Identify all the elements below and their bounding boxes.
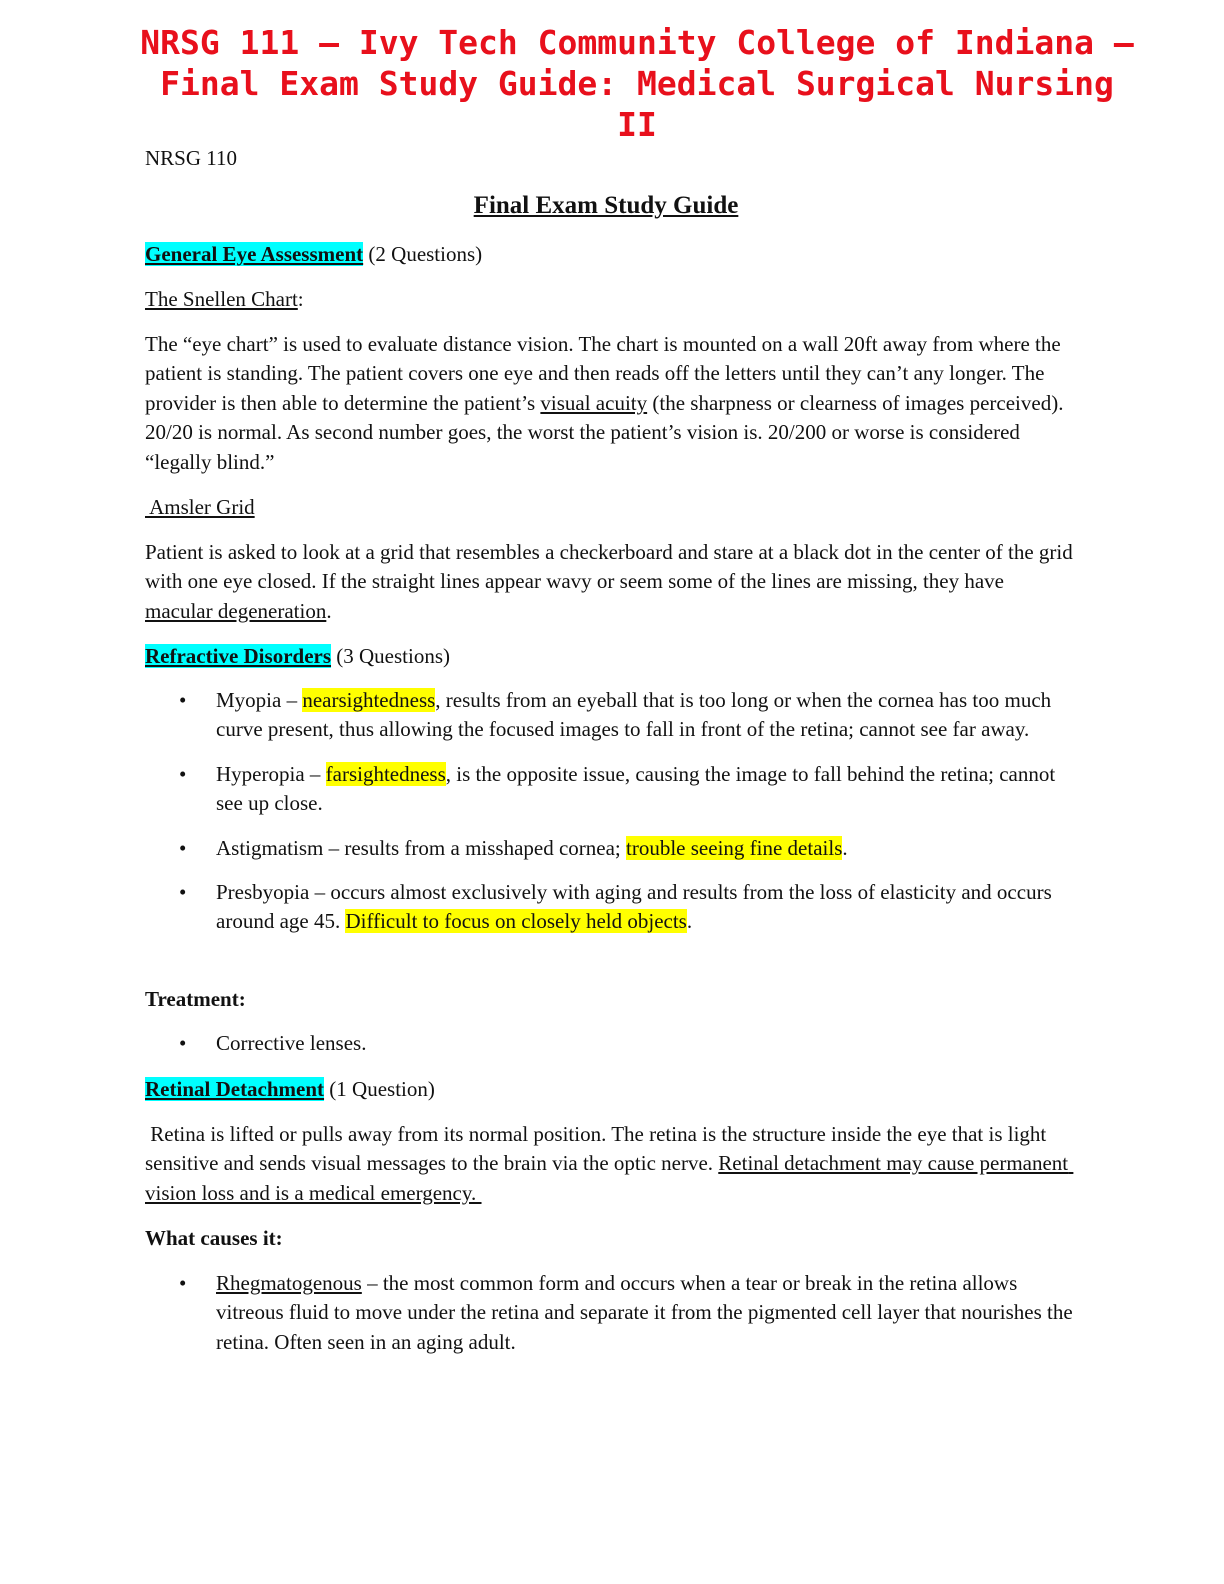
paragraph-text: Patient is asked to look at a grid that resembles a checkerboard and stare at a black dot in the center of the grid with one eye closed. If the straight lines appear wavy or seem some of the lines are missing, they have <box>145 540 1073 594</box>
bullet-icon: • <box>179 835 187 860</box>
term-macular-degeneration: macular degeneration <box>145 598 327 623</box>
paragraph-snellen <box>145 330 1075 477</box>
list-item-astigmatism <box>145 834 1075 863</box>
item-text: – the most common form and occurs when a tear or break in the retina allows vitreous fluid to move under the retina and separate it from the pigmented cell layer that nourishes the retina. Often seen in an aging adult. <box>216 1271 1073 1354</box>
section-heading-retinal-detachment <box>145 1075 1075 1104</box>
paragraph-text: . <box>326 598 332 623</box>
section-heading-eye-assessment <box>145 240 1075 269</box>
bullet-icon: • <box>179 880 187 905</box>
separator: – <box>281 688 303 712</box>
question-count: (1 Question) <box>324 1077 435 1101</box>
item-end: . <box>842 835 848 860</box>
item-text: occurs almost exclusively with aging and results from the loss of elasticity and occurs around age 45. <box>216 880 1052 934</box>
banner-line-2: Final Exam Study Guide: Medical Surgical Nursing <box>160 64 1114 103</box>
course-code: NRSG 110 <box>145 146 237 170</box>
item-text: results from a misshaped cornea; <box>344 835 627 860</box>
refractive-disorder-list <box>145 686 1075 937</box>
list-item-presbyopia <box>145 878 1075 937</box>
bullet-icon: • <box>179 761 187 786</box>
item-end: . <box>686 909 693 934</box>
banner-line-1: NRSG 111 – Ivy Tech Community College of Indiana – <box>140 23 1134 62</box>
list-item-myopia <box>145 686 1075 745</box>
subheading-label: Amsler Grid <box>145 495 255 519</box>
separator: – <box>304 761 326 786</box>
list-item-hyperopia <box>145 760 1075 819</box>
bullet-icon: • <box>179 688 187 712</box>
item-text: , is the opposite issue, causing the image to fall behind the retina; cannot see up close. <box>216 761 1056 816</box>
bullet-icon: • <box>179 1271 187 1295</box>
subheading-amsler-grid <box>145 493 1075 522</box>
term-visual-acuity: visual acuity <box>540 390 648 415</box>
item-text: Corrective lenses. <box>216 1031 367 1055</box>
list-item-rhegmatogenous <box>145 1269 1075 1357</box>
highlighted-term: trouble seeing fine details <box>626 835 843 860</box>
document-banner <box>100 22 1174 145</box>
bullet-icon: • <box>179 1031 187 1055</box>
section-title: Retinal Detachment <box>145 1077 325 1101</box>
disorder-name: Myopia <box>216 688 282 712</box>
treatment-list <box>145 1029 1075 1058</box>
item-text: , results from an eyeball that is too long or when the cornea has too much curve present, thus allowing the focused images to fall in front of the retina; cannot see far away. <box>216 688 1052 742</box>
highlighted-term: Difficult to focus on closely held objects <box>345 909 687 934</box>
section-heading-refractive-disorders <box>145 642 1075 671</box>
paragraph-text: Retina is lifted or pulls away from its normal position. The retina is the structure inside the eye that is light sensitive and sends visual messages to the brain via the optic nerve. <box>145 1122 1052 1176</box>
paragraph-amsler <box>145 538 1075 626</box>
section-title: Refractive Disorders <box>145 644 332 668</box>
paragraph-text: The “eye chart” is used to evaluate distance vision. The chart is mounted on a wall 20ft away from where the patient is standing. The patient covers one eye and then reads off the letters until they can’t any longer. The provider is then able to determine the patient’s <box>145 332 1061 415</box>
question-count: (2 Questions) <box>363 242 483 266</box>
page-title: Final Exam Study Guide <box>473 192 739 219</box>
treatment-heading: Treatment: <box>145 987 246 1011</box>
disorder-name: Presbyopia <box>216 880 310 905</box>
emphasis-medical-emergency: Retinal detachment may cause permanent vision loss and is a medical emergency. <box>145 1151 1074 1205</box>
disorder-name: Hyperopia <box>216 761 305 786</box>
cause-term: Rhegmatogenous <box>216 1271 362 1295</box>
list-item-corrective-lenses <box>145 1029 1075 1058</box>
separator: – <box>323 835 345 860</box>
separator: – <box>309 880 331 905</box>
causes-heading: What causes it: <box>145 1226 283 1250</box>
question-count: (3 Questions) <box>331 644 451 668</box>
subheading-colon: : <box>297 287 304 311</box>
highlighted-term: nearsightedness <box>302 688 436 712</box>
paragraph-text: (the sharpness or clearness of images perceived). 20/20 is normal. As second number goes, the worst the patient’s vision is. 20/200 or worse is considered “legally blind.” <box>145 390 1064 474</box>
disorder-name: Astigmatism <box>216 835 324 860</box>
paragraph-retinal-detachment <box>145 1120 1075 1208</box>
section-title: General Eye Assessment <box>145 242 364 266</box>
subheading-snellen-chart <box>145 285 1075 314</box>
causes-list <box>145 1269 1075 1357</box>
banner-line-3: II <box>617 105 657 144</box>
highlighted-term: farsightedness <box>325 761 446 786</box>
subheading-label: The Snellen Chart <box>145 287 298 311</box>
